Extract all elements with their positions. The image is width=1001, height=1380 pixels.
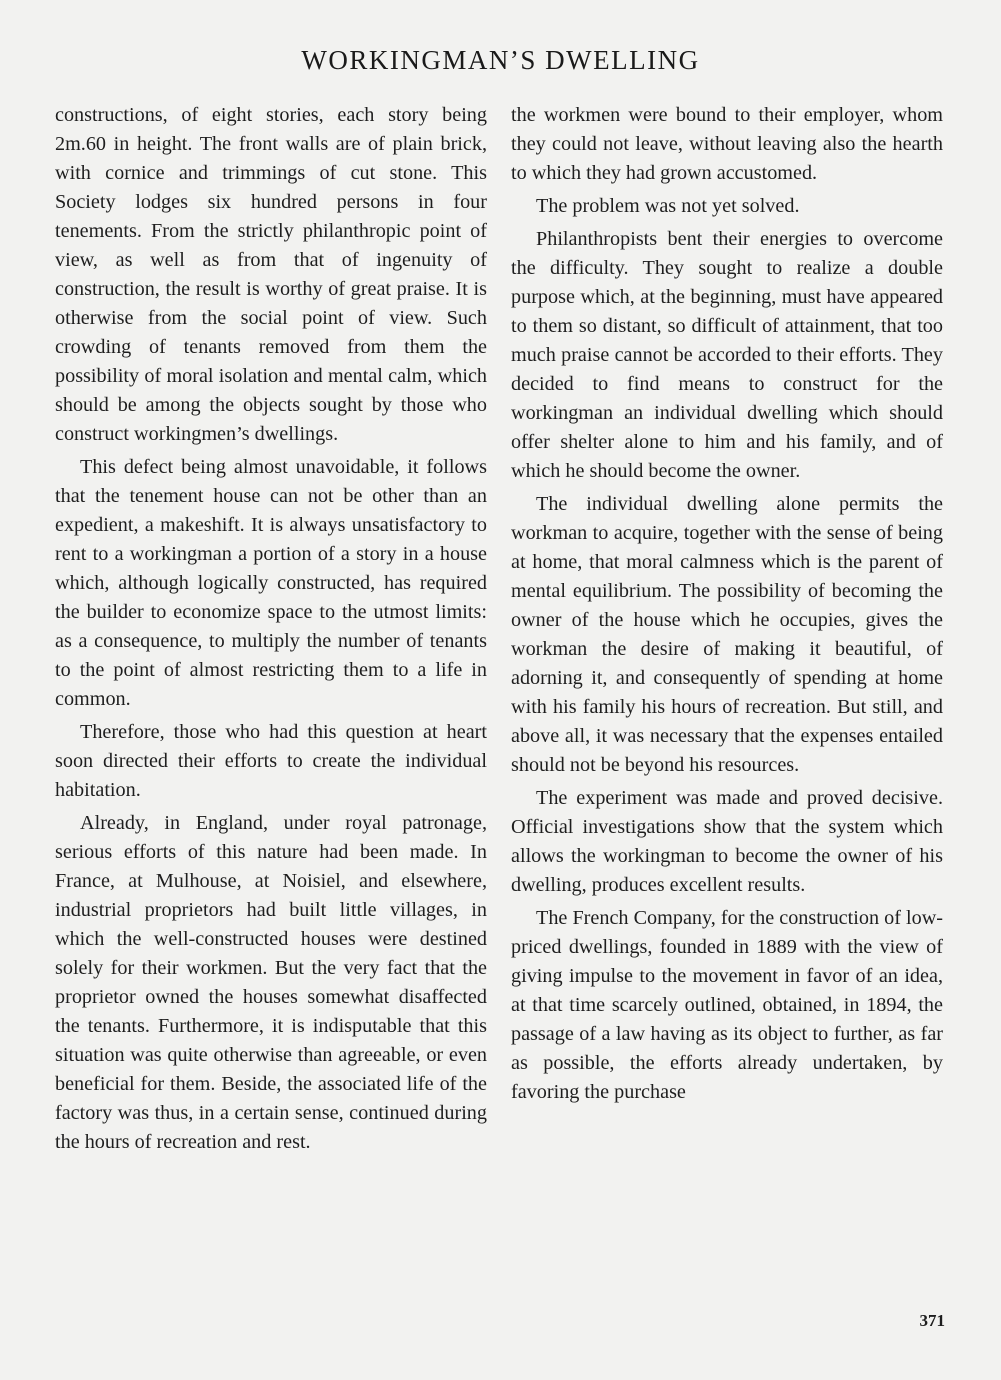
page-number: 371 <box>919 1311 945 1330</box>
paragraph: the workmen were bound to their employer, whom they could not leave, without leaving also the hearth to which they had grown accustomed. <box>511 104 943 184</box>
paragraph: The individual dwelling alone permits the workman to acquire, together with the sense of being at home, that moral calmness which is the parent of mental equilibrium. The possibility of becoming the owner of the house which he occupies, gives the workman the desire of making it beautiful, of adorning it, and consequently of spending at home with his family his hours of recreation. But still, and above all, it was necessary that the expenses entailed should not be beyond his resources. <box>511 493 943 776</box>
paragraph: The French Company, for the construction of low-priced dwellings, founded in 1889 with the view of giving impulse to the movement in favor of an idea, at that time scarcely outlined, obtained, in 1894, the passage of a law having as its object to further, as far as possible, the efforts already undertaken, by favoring the purchase <box>511 907 943 1103</box>
paragraph: Already, in England, under royal patronage, serious efforts of this nature had been made. In France, at Mulhouse, at Noisiel, and elsewhere, industrial proprietors had built little villages, in which the well-constructed houses were destined solely for their workmen. But the very fact that the proprietor owned the houses somewhat disaffected the tenants. Furthermore, it is indisputable that this situation was quite otherwise than agreeable, or even beneficial for them. Beside, the associated life of the factory was thus, in a certain sense, continued during the hours of recreation and rest. <box>55 812 487 1153</box>
paragraph: This defect being almost unavoidable, it follows that the tenement house can not be other than an expedient, a makeshift. It is always unsatisfactory to rent to a workingman a portion of a story in a house which, although logically constructed, has required the builder to economize space to the utmost limits: as a consequence, to multiply the number of tenants to the point of almost restricting them to a life in common. <box>55 456 487 710</box>
left-column <box>55 101 487 1161</box>
paragraph: The problem was not yet solved. <box>536 195 800 217</box>
right-column <box>511 101 943 1111</box>
paragraph: constructions, of eight stories, each story being 2m.60 in height. The front walls are of plain brick, with cornice and trimmings of cut stone. This Society lodges six hundred persons in four tenements. From the strictly philanthropic point of view, as well as from that of ingenuity of construction, the result is worthy of great praise. It is otherwise from the social point of view. Such crowding of tenants removed from them the possibility of moral isolation and mental calm, which should be among the objects sought by those who construct workingmen’s dwellings. <box>55 104 487 445</box>
running-head: WORKINGMAN’S DWELLING <box>301 45 700 75</box>
paragraph: Therefore, those who had this question at heart soon directed their efforts to create the individual habitation. <box>55 721 487 801</box>
paragraph: Philanthropists bent their energies to overcome the difficulty. They sought to realize a double purpose which, at the beginning, must have appeared to them so distant, so difficult of attainment, that too much praise cannot be accorded to their efforts. They decided to find means to construct for the workingman an individual dwelling which should offer shelter alone to him and his family, and of which he should become the owner. <box>511 228 943 482</box>
paragraph: The experiment was made and proved decisive. Official investigations show that the system which allows the workingman to become the owner of his dwelling, produces excellent results. <box>511 787 943 896</box>
